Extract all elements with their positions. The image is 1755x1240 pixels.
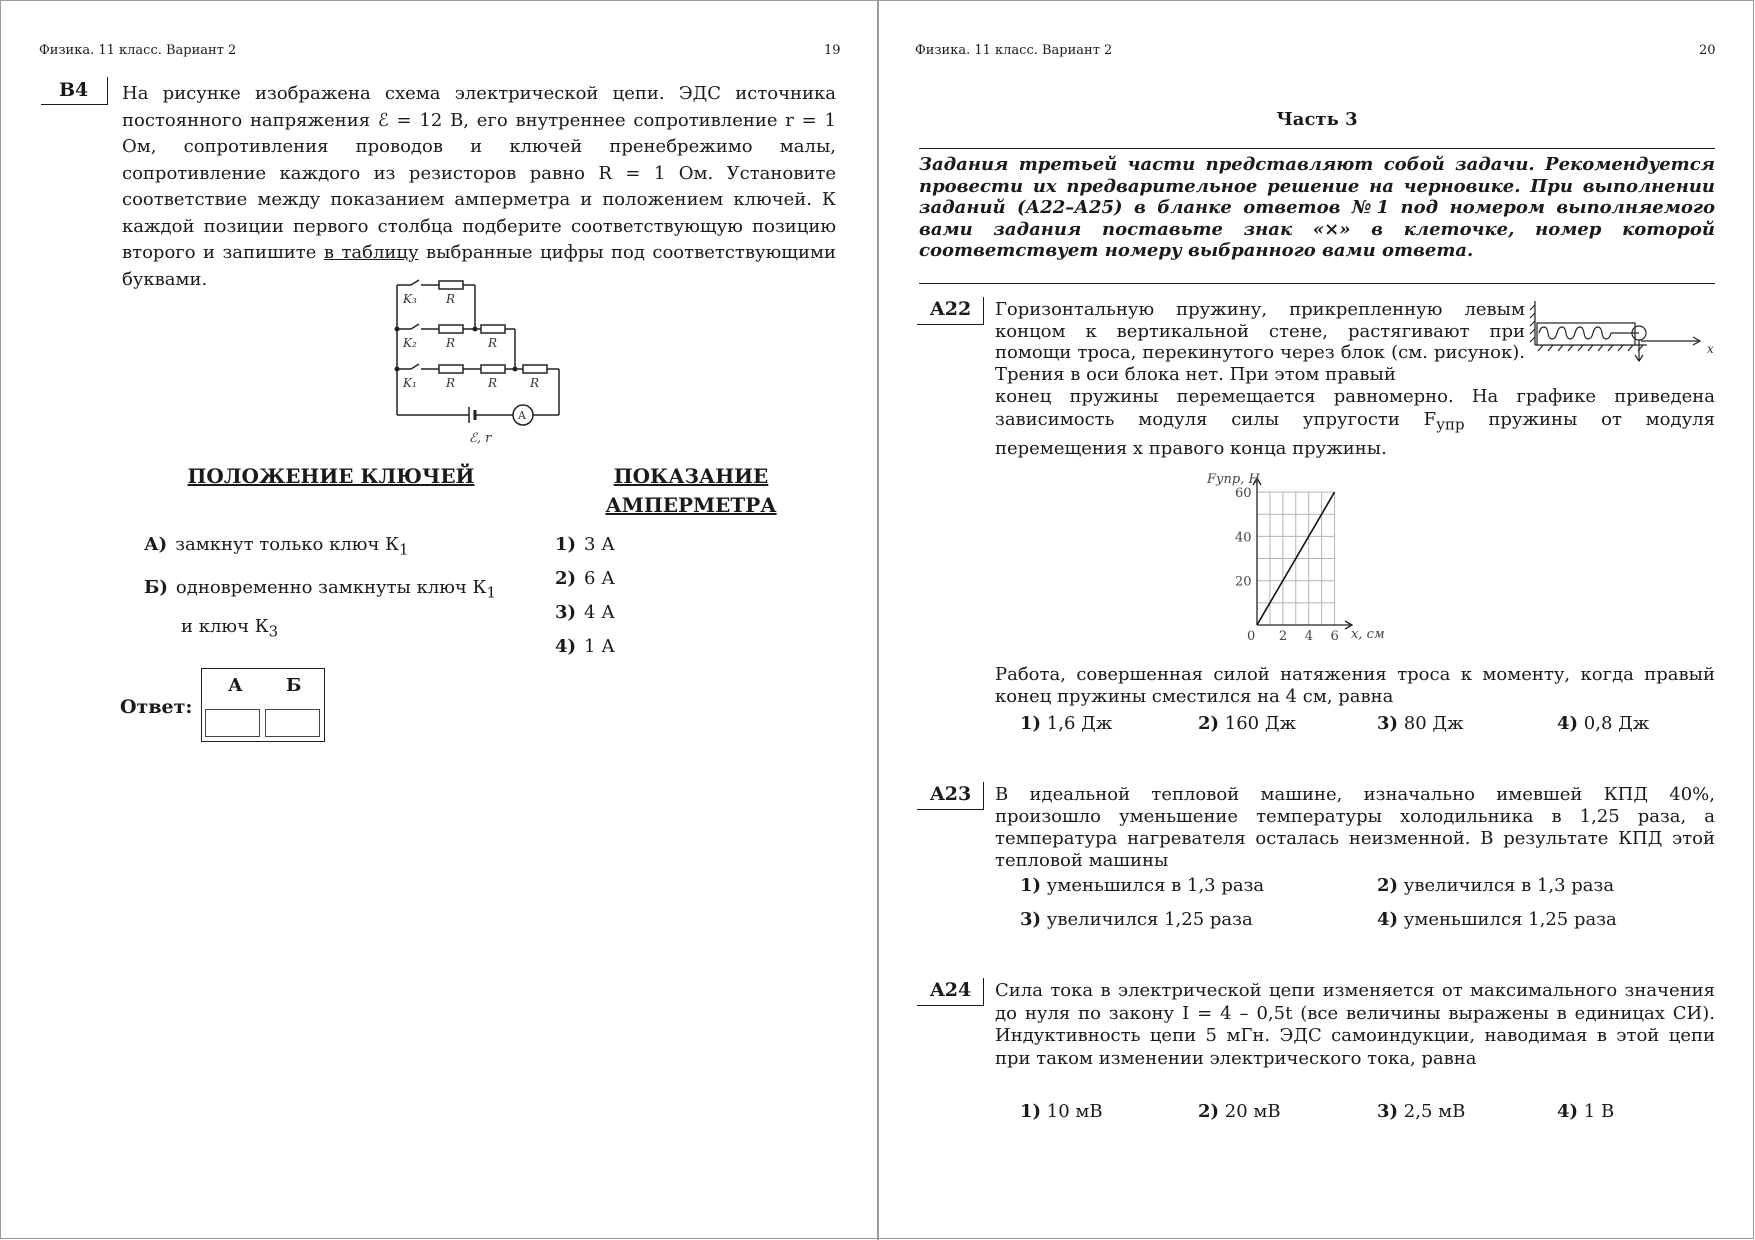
task-a23-text: В идеальной тепловой машине, изначально имевшей КПД 40%, произошло уменьшение температуры холодильника в 1,25 раза, а температура нагревателя осталась неизменной. В результате КПД этой тепловой машины (995, 784, 1715, 871)
intro-rule-top (919, 148, 1715, 149)
part-intro: Задания третьей части представляют собой задачи. Рекомендуется провести их предварительное решение на черновике. При выполнении заданий (А22–А25) в бланке ответов №1 под номером выполняемого вами задания поставьте знак «×» в клеточке, номер которой соответствует номеру выбранного вами ответа. (919, 154, 1715, 261)
task-a23-options-row2 (1020, 909, 1720, 933)
option[interactable]: 4) 0,8 Дж (1557, 713, 1650, 734)
part-title: Часть 3 (1276, 109, 1358, 130)
x-tick-label: 6 (1330, 629, 1339, 644)
answer-col-b: Б (286, 675, 302, 696)
task-label-underline (41, 104, 107, 105)
y-tick-label: 20 (1235, 574, 1252, 590)
table-link-text: в таблицу (323, 242, 419, 263)
task-a22-text-part1: Горизонтальную пружину, прикрепленную левым концом к вертикальной стене, растягивают при помощи троса, перекинутого через блок (см. рисунок). Трения в оси блока нет. При этом правый (995, 299, 1525, 385)
task-a22-label: A22 (930, 298, 972, 320)
task-b4-text: На рисунке изображена схема электрической цепи. ЭДС источника постоянного напряжения ℰ = 12 В, его внутреннее сопротивление r = 1 Ом, сопротивления проводов и ключей пренебрежимо малы, сопротивление каждого из резисторов равно R = 1 Ом. Установите соответствие между показанием амперметра и положением ключей. К каждой позиции первого столбца подберите соответствующую позицию второго и запишите в таблицу выбранные цифры под соответствующими буквами. (122, 83, 837, 290)
task-label-rule (983, 978, 984, 1006)
task-label-underline (917, 809, 983, 810)
chart-ylabel: Fупр, Н (1207, 472, 1260, 487)
label-k1: K₁ (403, 376, 417, 390)
option[interactable]: 1) 1,6 Дж (1020, 713, 1113, 734)
option[interactable]: 3) 2,5 мВ (1377, 1101, 1466, 1122)
task-a24-options (1020, 1101, 1720, 1125)
task-label-rule (983, 297, 984, 325)
task-a22-text-part2: конец пружины перемещается равномерно. На графике приведена зависимость модуля силы упругости $F_{упр}$ пружины от модуля перемещения x правого конца пружины. (995, 386, 1715, 459)
answer-label: Ответ: (120, 696, 193, 718)
x-tick-label: 0 (1247, 629, 1256, 644)
figure-axis-x: x (1707, 342, 1714, 356)
label-r: R (446, 292, 456, 306)
option[interactable]: 4) 1 В (1557, 1101, 1615, 1122)
intro-rule-bottom (919, 283, 1715, 284)
answer-table (201, 668, 325, 742)
x-tick-label: 2 (1278, 629, 1288, 644)
source-label: ℰ, r (469, 431, 492, 446)
task-a24-label: A24 (930, 979, 972, 1001)
option[interactable]: 3) 80 Дж (1377, 713, 1464, 734)
option[interactable]: 4) уменьшился 1,25 раза (1377, 909, 1617, 930)
label-k2: K₂ (403, 336, 417, 350)
y-tick-label: 40 (1235, 530, 1252, 546)
position-b: Б) одновременно замкнуты ключ $К_1$ и ключ $К_3$ (144, 577, 497, 641)
chart-xlabel: x, см (1351, 627, 1385, 642)
force-displacement-chart (1207, 465, 1385, 649)
circuit-diagram (391, 279, 571, 449)
chart-ticks (1235, 486, 1339, 644)
column2-title-line1: ПОКАЗАНИЕ (613, 464, 769, 488)
page-number: 20 (1699, 43, 1716, 58)
page-19 (1, 1, 877, 1240)
label-r: R (488, 376, 498, 390)
option[interactable]: 2) 20 мВ (1198, 1101, 1281, 1122)
option[interactable]: 1) 10 мВ (1020, 1101, 1103, 1122)
label-r: R (446, 336, 456, 350)
spring-figure (1529, 297, 1729, 367)
header-title: Физика. 11 класс. Вариант 2 (915, 43, 1113, 58)
option[interactable]: 2) увеличился в 1,3 раза (1377, 875, 1615, 896)
task-a23-label: A23 (930, 783, 972, 805)
column2-title-line2: АМПЕРМЕТРА (605, 493, 777, 517)
answer-cell-a[interactable] (205, 709, 260, 737)
task-label-rule (107, 77, 108, 105)
label-r: R (488, 336, 498, 350)
reading-4: 4) 1 А (555, 636, 615, 657)
header-title: Физика. 11 класс. Вариант 2 (39, 43, 237, 58)
page-number: 19 (824, 43, 841, 58)
label-r: R (530, 376, 540, 390)
task-label-rule (983, 782, 984, 810)
reading-3: 3) 4 А (555, 602, 615, 623)
x-tick-label: 4 (1304, 629, 1313, 644)
option[interactable]: 3) увеличился 1,25 раза (1020, 909, 1253, 930)
option[interactable]: 2) 160 Дж (1198, 713, 1297, 734)
column1-title: ПОЛОЖЕНИЕ КЛЮЧЕЙ (187, 464, 475, 488)
task-a22-question: Работа, совершенная силой натяжения троса к моменту, когда правый конец пружины сместился на 4 см, равна (995, 664, 1715, 707)
task-a23-options-row1 (1020, 875, 1720, 899)
task-label-underline (917, 324, 983, 325)
task-label-underline (917, 1005, 983, 1006)
ammeter-label: A (518, 409, 526, 422)
task-a22-options (1020, 713, 1720, 737)
y-tick-label: 60 (1235, 486, 1252, 502)
option[interactable]: 1) уменьшился в 1,3 раза (1020, 875, 1265, 896)
answer-cell-b[interactable] (265, 709, 320, 737)
label-k3: K₃ (403, 292, 417, 306)
position-a: А) замкнут только ключ $К_1$ (144, 534, 409, 559)
label-r: R (446, 376, 456, 390)
reading-2: 2) 6 А (555, 568, 615, 589)
page-20 (879, 1, 1755, 1240)
task-a24-text: Сила тока в электрической цепи изменяется от максимального значения до нуля по закону I = 4 – 0,5t (все величины выражены в единицах СИ). Индуктивность цепи 5 мГн. ЭДС самоиндукции, наводимая в этой цепи при таком изменении электрического тока, равна (995, 980, 1715, 1069)
task-b4-label: B4 (59, 79, 89, 101)
answer-col-a: А (228, 675, 243, 696)
reading-1: 1) 3 А (555, 534, 615, 555)
